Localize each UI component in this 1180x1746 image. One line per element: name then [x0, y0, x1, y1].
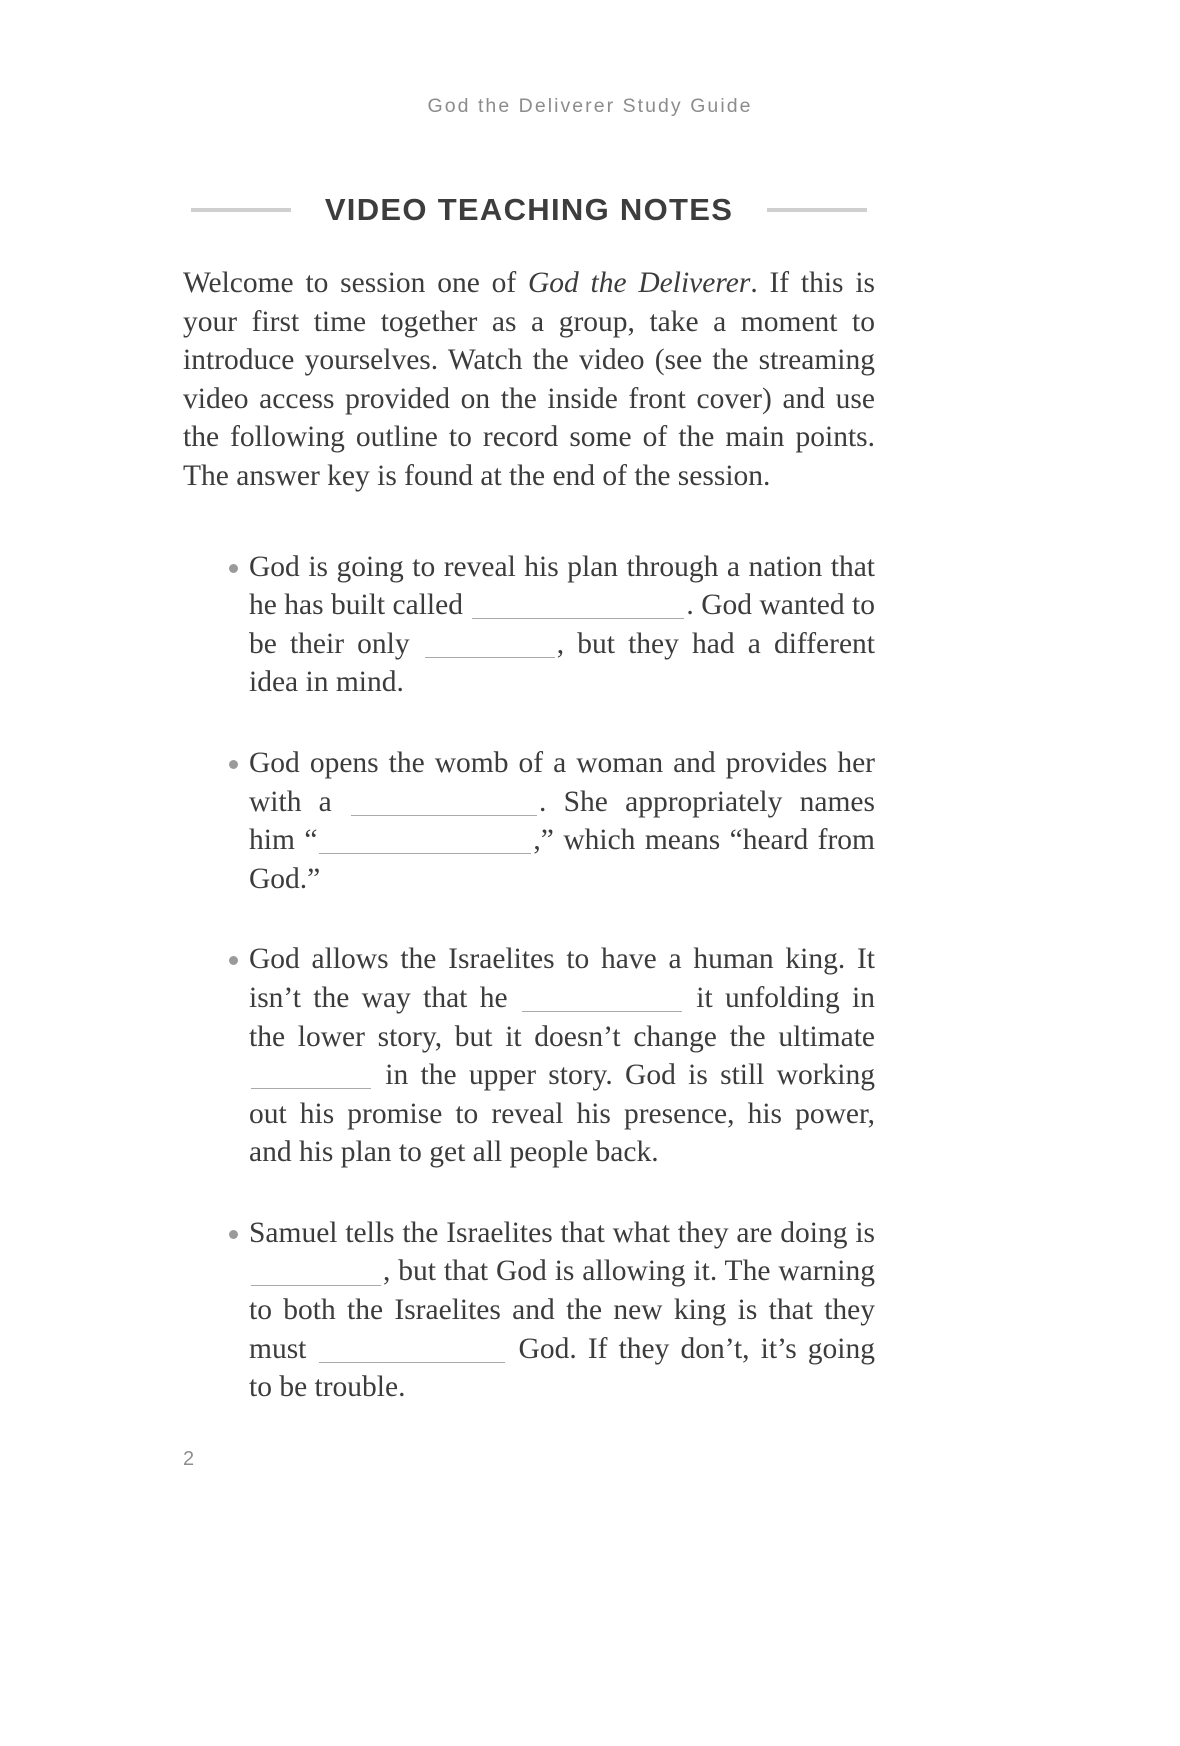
- note-2-segment-1: God opens the womb of a woman and provides her with a: [249, 746, 875, 818]
- note-4-blank-2[interactable]: [319, 1331, 505, 1363]
- note-2-segment-3: ,” which means “heard from God.”: [249, 824, 875, 895]
- intro-paragraph: [183, 264, 875, 496]
- list-item: [183, 940, 875, 1172]
- list-item: [183, 1214, 875, 1407]
- note-1-segment-3: , but they had a different idea in mind.: [249, 627, 875, 699]
- intro-text-part-1: Welcome to session one of: [183, 267, 528, 299]
- title-rule-right: [767, 208, 867, 212]
- bullet-dot-icon: [229, 956, 238, 965]
- bullet-dot-icon: [229, 760, 238, 769]
- note-4-blank-1[interactable]: [251, 1254, 381, 1286]
- page-number: 2: [183, 1448, 195, 1470]
- book-title-italic: God the Deliverer: [527, 267, 751, 299]
- note-3-segment-1: God allows the Israelites to have a human king. It isn’t the way that he: [249, 943, 875, 1014]
- note-3-text: [249, 940, 875, 1172]
- page-title: VIDEO TEACHING NOTES: [324, 192, 734, 227]
- note-4-segment-2: , but that God is allowing it. The warning to both the Israelites and the new king is that they must: [249, 1255, 875, 1365]
- teaching-notes-list: [183, 548, 875, 1407]
- note-1-segment-2: . God wanted to be their only: [249, 589, 876, 660]
- note-1-blank-2[interactable]: [425, 626, 555, 658]
- note-4-segment-3: God. If they don’t, it’s going to be trouble.: [249, 1332, 875, 1404]
- note-2-blank-1[interactable]: [351, 784, 537, 816]
- note-4-text: [249, 1214, 875, 1407]
- note-4-segment-1: Samuel tells the Israelites that what they are doing is: [249, 1216, 875, 1249]
- note-3-blank-1[interactable]: [522, 980, 682, 1012]
- running-header: God the Deliverer Study Guide: [427, 95, 753, 117]
- title-rule-left: [191, 208, 291, 212]
- page-content: [183, 264, 875, 1407]
- list-item: [183, 548, 875, 702]
- note-3-blank-2[interactable]: [251, 1057, 371, 1089]
- note-1-text: [249, 548, 875, 702]
- note-3-segment-2: it unfolding in the lower story, but it doesn’t change the ultimate: [249, 981, 875, 1053]
- note-2-segment-2: . She appropriately names him “: [249, 785, 875, 857]
- note-1-blank-1[interactable]: [472, 587, 684, 619]
- list-item: [183, 744, 875, 898]
- note-1-segment-1: God is going to reveal his plan through a nation that he has built called: [249, 550, 875, 622]
- bullet-dot-icon: [229, 564, 238, 573]
- intro-text-part-2: . If this is your first time together as a group, take a moment to introduce yourselves. Watch the video (see the streaming video access provided on the inside front cover) and use the following outline to record some of the main points. The answer key is found at the end of the session.: [183, 267, 876, 492]
- note-2-blank-2[interactable]: [319, 822, 531, 854]
- bullet-dot-icon: [229, 1230, 238, 1239]
- section-title-row: [184, 192, 874, 228]
- note-3-segment-3: in the upper story. God is still working out his promise to reveal his presence, his power, and his plan to get all people back.: [249, 1059, 875, 1169]
- note-2-text: [249, 744, 875, 898]
